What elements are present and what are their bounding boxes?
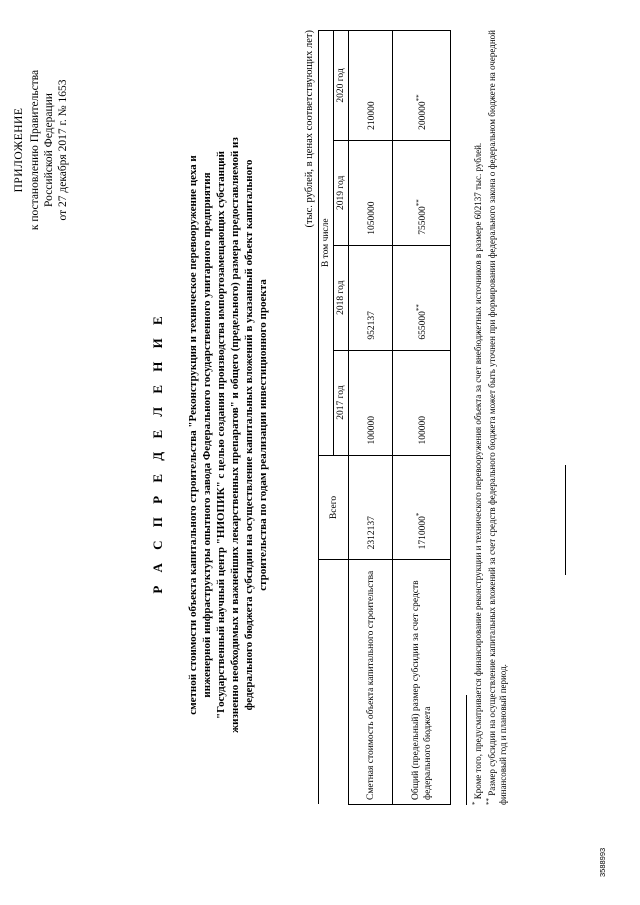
cell-total: 1710000* — [393, 455, 451, 560]
cell-total: 2312137 — [349, 455, 393, 560]
footnote-1: * Кроме того, предусматривается финансирование реконструкции и технического перевооружения объекта за счет внебюджетных источников в размере 602137 тыс. рублей. — [471, 142, 483, 805]
subtitle-line-5: федерального бюджета субсидии на осуществление капитальных вложений в указанный объект капитального — [243, 159, 255, 711]
table-row — [349, 31, 393, 805]
header-year-2018: 2018 год — [334, 245, 349, 350]
document-title: Р А С П Р Е Д Е Л Е Н И Е — [150, 311, 165, 594]
footnotes — [470, 30, 509, 805]
cell-2020: 200000** — [393, 31, 451, 141]
units-note: (тыс. рублей, в ценах соответствующих лет) — [304, 30, 315, 228]
header-year-2017: 2017 год — [334, 350, 349, 455]
row-label: Сметная стоимость объекта капитального строительства — [349, 560, 393, 805]
footnote-separator — [466, 695, 467, 805]
cell-2019: 1050000 — [349, 140, 393, 245]
document-number: 3588993 — [598, 847, 607, 877]
header-group: В том числе — [319, 31, 334, 456]
footnote-2: ** Размер субсидии на осуществление капитальных вложений за счет средств федерального бюджета может быть уточнен при формировании федерального закона о федеральном бюджете на очередной финансовый год и плановый период. — [485, 30, 508, 805]
distribution-table — [318, 30, 451, 805]
subtitle-line-4: жизненно необходимых и важнейших лекарственных препаратов" и общего (предельного) размера предоставляемой из — [229, 137, 241, 733]
separator-line — [565, 465, 566, 575]
document-subtitle — [186, 115, 270, 755]
subtitle-line-1: сметной стоимости объекта капитального строительства "Реконструкция и техническое перевооружение цеха и — [187, 155, 199, 715]
header-blank-cell — [319, 560, 349, 805]
header-year-2020: 2020 год — [334, 31, 349, 141]
cell-2017: 100000 — [349, 350, 393, 455]
cell-2018: 952137 — [349, 245, 393, 350]
cell-2018: 655000** — [393, 245, 451, 350]
cell-2017: 100000 — [393, 350, 451, 455]
cell-2019: 755000** — [393, 140, 451, 245]
cell-2020: 210000 — [349, 31, 393, 141]
appendix-block — [12, 30, 70, 270]
appendix-line-2: Российской Федерации — [43, 93, 55, 207]
header-total: Всего — [319, 455, 349, 560]
subtitle-line-6: строительства по годам реализации инвестиционного проекта — [257, 279, 269, 591]
table-row — [393, 31, 451, 805]
appendix-line-1: к постановлению Правительства — [29, 69, 41, 231]
table-header-row-1 — [319, 31, 334, 805]
header-year-2019: 2019 год — [334, 140, 349, 245]
subtitle-line-2: инженерной инфраструктуры опытного завода Федерального государственного унитарного предприятия — [201, 172, 213, 698]
appendix-title: ПРИЛОЖЕНИЕ — [13, 107, 25, 193]
appendix-line-3: от 27 декабря 2017 г. № 1653 — [57, 79, 69, 221]
subtitle-line-3: "Государственный научный центр "НИОПИК" с целью создания производства импортозамещающих субстанций — [215, 151, 227, 719]
row-label: Общий (предельный) размер субсидии за счет средств федерального бюджета — [393, 560, 451, 805]
